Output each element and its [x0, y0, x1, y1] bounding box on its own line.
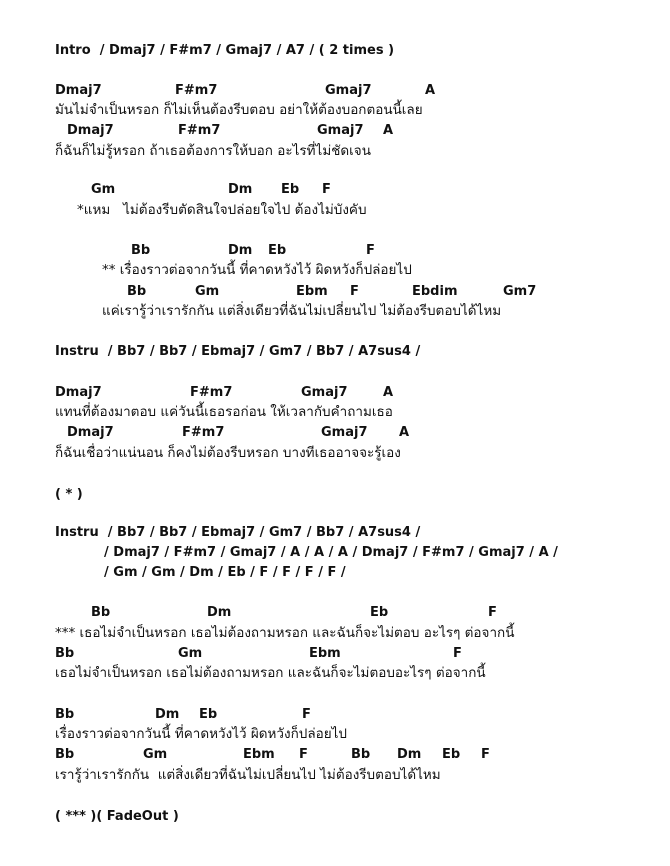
chord-label: Gm7 [503, 284, 537, 299]
chord-label: Gmaj7 [317, 123, 364, 138]
chord-label: Gmaj7 [325, 83, 372, 98]
lyric-line: ก็ฉันเชื่อว่าแน่นอน ก็คงไม่ต้องรีบหรอก บางทีเธออาจจะรู้เอง [55, 445, 401, 461]
instru-line: / Gm / Gm / Dm / Eb / F / F / F / F / [104, 565, 346, 580]
repeat-marker: ( * ) [55, 487, 83, 502]
chord-label: Eb [281, 182, 300, 197]
chord-label: A [425, 83, 436, 98]
chord-label: F [453, 646, 462, 661]
chord-label: Ebm [296, 284, 328, 299]
lyric-line: เรารู้ว่าเรารักกัน แต่สิ่งเดียวที่ฉันไม่เปลี่ยนไป ไม่ต้องรีบตอบได้ไหม [55, 767, 441, 783]
chord-label: Gmaj7 [301, 385, 348, 400]
instru-line: / Dmaj7 / F#m7 / Gmaj7 / A / A / A / Dmaj7 / F#m7 / Gmaj7 / A / [104, 545, 558, 560]
chord-label: Eb [199, 707, 218, 722]
lyric-line: เธอไม่จำเป็นหรอก เธอไม่ต้องถามหรอก และฉันก็จะไม่ตอบอะไรๆ ต่อจากนี้ [55, 665, 486, 681]
chord-label: Dmaj7 [67, 425, 114, 440]
chord-label: Ebm [243, 747, 275, 762]
chord-label: Eb [268, 243, 287, 258]
chord-label: Bb [55, 747, 75, 762]
chord-label: A [383, 123, 394, 138]
lyric-line: เรื่องราวต่อจากวันนี้ ที่คาดหวังไว้ ผิดหวังก็ปล่อยไป [55, 726, 347, 742]
lyric-line: แทนที่ต้องมาตอบ แค่วันนี้เธอรอก่อน ให้เวลากับคำถามเธอ [55, 404, 393, 420]
lyric-line: มันไม่จำเป็นหรอก ก็ไม่เห็นต้องรีบตอบ อย่าให้ต้องบอกตอนนี้เลย [55, 102, 423, 118]
chord-label: Bb [127, 284, 147, 299]
chord-label: Dm [397, 747, 422, 762]
intro-line: Intro / Dmaj7 / F#m7 / Gmaj7 / A7 / ( 2 times ) [55, 43, 395, 58]
chord-label: Bb [131, 243, 151, 258]
chord-label: F [366, 243, 375, 258]
chord-label: Bb [55, 646, 75, 661]
chord-label: Dm [228, 243, 253, 258]
chord-label: Gmaj7 [321, 425, 368, 440]
chord-label: Bb [351, 747, 371, 762]
chord-label: Eb [370, 605, 389, 620]
chord-label: A [399, 425, 410, 440]
chord-label: F#m7 [190, 385, 233, 400]
lyric-line: *** เธอไม่จำเป็นหรอก เธอไม่ต้องถามหรอก และฉันก็จะไม่ตอบ อะไรๆ ต่อจากนี้ [55, 625, 515, 641]
chord-label: Dm [228, 182, 253, 197]
chord-label: Gm [195, 284, 220, 299]
chord-label: Dmaj7 [67, 123, 114, 138]
chord-label: Dm [207, 605, 232, 620]
chord-label: Dmaj7 [55, 385, 102, 400]
chord-label: F#m7 [178, 123, 221, 138]
chord-label: F#m7 [182, 425, 225, 440]
chord-label: F [322, 182, 331, 197]
chord-label: F [481, 747, 490, 762]
chord-label: Gm [91, 182, 116, 197]
lyric-line: แค่เรารู้ว่าเรารักกัน แต่สิ่งเดียวที่ฉันไม่เปลี่ยนไป ไม่ต้องรีบตอบได้ไหม [102, 303, 502, 319]
instru-line: Instru / Bb7 / Bb7 / Ebmaj7 / Gm7 / Bb7 / A7sus4 / [55, 344, 421, 359]
chord-label: Gm [143, 747, 168, 762]
chord-label: F [302, 707, 311, 722]
chord-label: F [488, 605, 497, 620]
chord-label: F [299, 747, 308, 762]
chord-label: F [350, 284, 359, 299]
lyric-line: *แหม ไม่ต้องรีบตัดสินใจปล่อยใจไป ต้องไม่บังคับ [77, 202, 367, 218]
chord-label: A [383, 385, 394, 400]
lyric-line: ก็ฉันก็ไม่รู้หรอก ถ้าเธอต้องการให้บอก อะไรที่ไม่ชัดเจน [55, 143, 371, 159]
lyric-line: ** เรื่องราวต่อจากวันนี้ ที่คาดหวังไว้ ผิดหวังก็ปล่อยไป [102, 262, 412, 278]
chord-label: Bb [55, 707, 75, 722]
instru-line: Instru / Bb7 / Bb7 / Ebmaj7 / Gm7 / Bb7 / A7sus4 / [55, 525, 421, 540]
chord-label: F#m7 [175, 83, 218, 98]
chord-label: Ebdim [412, 284, 458, 299]
chord-label: Dm [155, 707, 180, 722]
ending-line: ( *** )( FadeOut ) [55, 809, 179, 824]
chord-label: Dmaj7 [55, 83, 102, 98]
chord-label: Ebm [309, 646, 341, 661]
chord-label: Eb [442, 747, 461, 762]
chord-label: Gm [178, 646, 203, 661]
chord-label: Bb [91, 605, 111, 620]
